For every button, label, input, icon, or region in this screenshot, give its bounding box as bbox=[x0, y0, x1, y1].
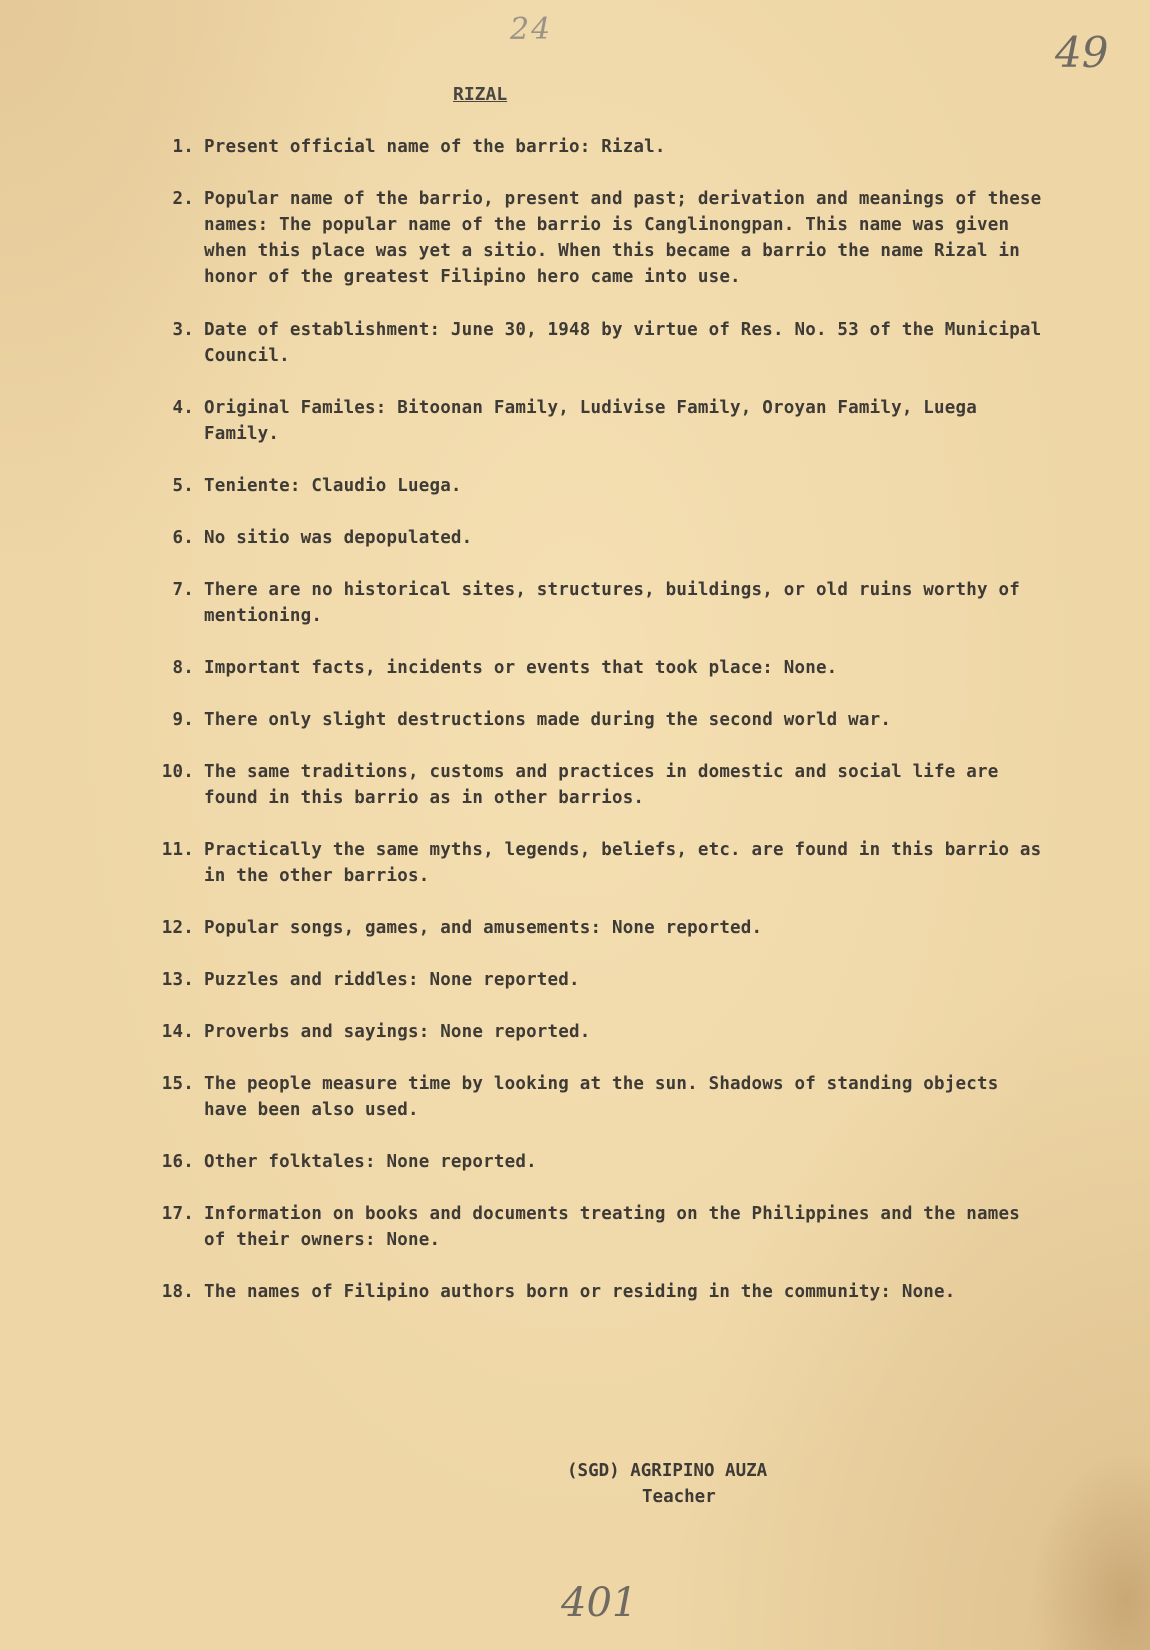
item-number: 16. bbox=[161, 1152, 194, 1172]
handwritten-annotation-top: 24 bbox=[510, 12, 553, 47]
list-item bbox=[148, 759, 1048, 811]
item-text: Proverbs and sayings: None reported. bbox=[204, 1022, 591, 1042]
item-number: 5. bbox=[172, 476, 194, 496]
page-title: RIZAL bbox=[453, 84, 508, 105]
item-text: Teniente: Claudio Luega. bbox=[204, 476, 462, 496]
list-item bbox=[148, 1149, 1048, 1175]
item-number: 18. bbox=[161, 1282, 194, 1302]
list-item bbox=[148, 577, 1048, 629]
list-item bbox=[148, 967, 1048, 993]
item-number: 14. bbox=[161, 1022, 194, 1042]
signature-role: Teacher bbox=[642, 1487, 716, 1507]
list-item bbox=[148, 473, 1048, 499]
item-text: Popular songs, games, and amusements: None reported. bbox=[204, 918, 763, 938]
handwritten-folio-number: 401 bbox=[561, 1580, 638, 1626]
item-number: 9. bbox=[172, 710, 194, 730]
item-text: Date of establishment: June 30, 1948 by virtue of Res. No. 53 of the Municipal Council. bbox=[204, 320, 1042, 366]
signature-name: (SGD) AGRIPINO AUZA bbox=[567, 1461, 768, 1481]
item-text: The people measure time by looking at the sun. Shadows of standing objects have been also used. bbox=[204, 1074, 999, 1120]
paper-stain bbox=[1030, 1450, 1150, 1650]
item-number: 3. bbox=[172, 320, 194, 340]
item-text: Original Familes: Bitoonan Family, Ludivise Family, Oroyan Family, Luega Family. bbox=[204, 398, 977, 444]
signature-block bbox=[540, 1458, 840, 1510]
item-number: 10. bbox=[161, 762, 194, 782]
item-text: Puzzles and riddles: None reported. bbox=[204, 970, 580, 990]
item-text: The names of Filipino authors born or residing in the community: None. bbox=[204, 1282, 956, 1302]
item-number: 1. bbox=[172, 137, 194, 157]
list-item bbox=[148, 395, 1048, 447]
item-text: There only slight destructions made during the second world war. bbox=[204, 710, 892, 730]
item-number: 6. bbox=[172, 528, 194, 548]
item-text: The same traditions, customs and practices in domestic and social life are found in this barrio as in other barrios. bbox=[204, 762, 999, 808]
list-item bbox=[148, 837, 1048, 889]
item-number: 17. bbox=[161, 1204, 194, 1224]
list-item bbox=[148, 707, 1048, 733]
list-item bbox=[148, 1279, 1048, 1305]
item-text: There are no historical sites, structures, buildings, or old ruins worthy of mentioning. bbox=[204, 580, 1020, 626]
item-text: Practically the same myths, legends, beliefs, etc. are found in this barrio as in the other barrios. bbox=[204, 840, 1042, 886]
list-item bbox=[148, 1019, 1048, 1045]
item-number: 7. bbox=[172, 580, 194, 600]
item-number: 15. bbox=[161, 1074, 194, 1094]
handwritten-page-number: 49 bbox=[1055, 28, 1109, 77]
questionnaire-list bbox=[148, 134, 1048, 1305]
item-text: Important facts, incidents or events that took place: None. bbox=[204, 658, 838, 678]
item-number: 12. bbox=[161, 918, 194, 938]
item-number: 13. bbox=[161, 970, 194, 990]
list-item bbox=[148, 317, 1048, 369]
item-number: 11. bbox=[161, 840, 194, 860]
list-item bbox=[148, 915, 1048, 941]
list-item bbox=[148, 655, 1048, 681]
list-item bbox=[148, 1071, 1048, 1123]
list-item bbox=[148, 1201, 1048, 1253]
item-number: 2. bbox=[172, 189, 194, 209]
item-number: 4. bbox=[172, 398, 194, 418]
list-item bbox=[148, 525, 1048, 551]
list-item bbox=[148, 134, 1048, 160]
item-text: Information on books and documents treating on the Philippines and the names of their owners: None. bbox=[204, 1204, 1020, 1250]
item-text: Present official name of the barrio: Rizal. bbox=[204, 137, 666, 157]
item-text: No sitio was depopulated. bbox=[204, 528, 473, 548]
item-number: 8. bbox=[172, 658, 194, 678]
item-text: Other folktales: None reported. bbox=[204, 1152, 537, 1172]
item-text: Popular name of the barrio, present and past; derivation and meanings of these names: The popular name of the barrio is Canglinongpan. This name was given when this place was yet a sitio. When this became a barrio the name Rizal in honor of the greatest Filipino hero came into use. bbox=[204, 189, 1042, 287]
list-item bbox=[148, 186, 1048, 290]
